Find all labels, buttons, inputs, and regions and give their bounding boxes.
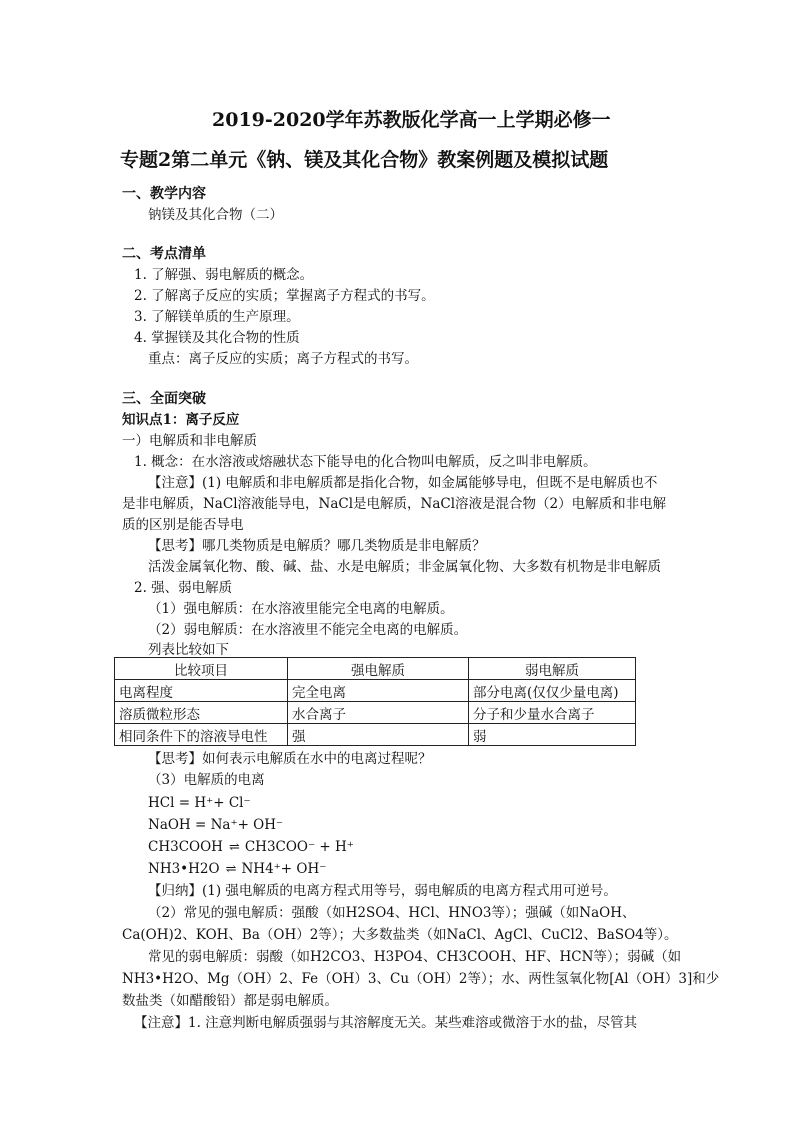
table-row [115, 680, 636, 702]
table-cell: 分子和少量水合离子 [469, 702, 636, 724]
summary-line: Ca(OH)2、KOH、Ba（OH）2等）；大多数盐类（如NaCl、AgCl、CuCl2、BaSO4等）。 [122, 927, 678, 943]
weak-electrolyte-line: 数盐类（如醋酸铅）都是弱电解质。 [122, 993, 338, 1009]
title-line-1: 2019-2020学年苏教版化学高一上学期必修一 [212, 109, 611, 131]
equation-hcl: HCl = H⁺+ Cl⁻ [148, 795, 251, 811]
note-line: 是非电解质，NaCl溶液能导电，NaCl是电解质，NaCl溶液是混合物（2）电解质和非电解 [122, 496, 667, 512]
table-row [115, 702, 636, 724]
equation-left: NH3•H2O [148, 861, 220, 877]
table-cell: 相同条件下的溶液导电性 [115, 724, 288, 746]
table-intro: 列表比较如下 [148, 642, 229, 658]
section-3-heading: 三、全面突破 [122, 391, 206, 407]
comparison-table [114, 657, 636, 746]
weak-electrolyte-line: NH3•H2O、Mg（OH）2、Fe（OH）3、Cu（OH）2等）；水、两性氢氧化物[Al（OH）3]和少 [122, 971, 720, 987]
concept-text: 1. 概念：在水溶液或熔融状态下能导电的化合物叫电解质，反之叫非电解质。 [134, 454, 597, 470]
section-2-heading: 二、考点清单 [122, 246, 206, 262]
equation-ammonia [148, 860, 326, 879]
list-item: 3. 了解镁单质的生产原理。 [134, 309, 300, 325]
section-1-heading: 一、教学内容 [122, 186, 206, 202]
note-line: 【注意】1. 注意判断电解质强弱与其溶解度无关。某些难溶或微溶于水的盐，尽管其 [134, 1015, 638, 1031]
equation-naoh: NaOH = Na⁺+ OH⁻ [148, 817, 284, 833]
subsection-heading: （3）电解质的电离 [148, 772, 265, 788]
list-item: 4. 掌握镁及其化合物的性质 [134, 330, 300, 346]
list-item: 1. 了解强、弱电解质的概念。 [134, 267, 314, 283]
table-cell: 水合离子 [288, 702, 469, 724]
summary-line: （2）常见的强电解质：强酸（如H2SO4、HCl、HNO3等）；强碱（如NaOH、 [148, 905, 636, 921]
table-cell: 电离程度 [115, 680, 288, 702]
reversible-arrow-icon: ⇌ [225, 862, 236, 877]
table-cell: 弱 [469, 724, 636, 746]
table-cell: 部分电离(仅仅少量电离) [469, 680, 636, 702]
definition-text: （2）弱电解质：在水溶液里不能完全电离的电解质。 [148, 622, 468, 638]
section-1-text: 钠镁及其化合物（二） [148, 207, 283, 223]
think-question: 【思考】如何表示电解质在水中的电离过程呢？ [148, 751, 432, 767]
table-cell: 溶质微粒形态 [115, 702, 288, 724]
table-row [115, 724, 636, 746]
reversible-arrow-icon: ⇌ [228, 840, 239, 855]
equation-right: NH4⁺+ OH⁻ [241, 861, 327, 877]
equation-left: CH3COOH [148, 839, 223, 855]
list-item: 2. 了解离子反应的实质；掌握离子方程式的书写。 [134, 288, 435, 304]
definition-text: （1）强电解质：在水溶液里能完全电离的电解质。 [148, 601, 454, 617]
table-header-cell: 比较项目 [115, 658, 288, 680]
note-line: 质的区别是能否导电 [122, 517, 244, 533]
title-line-2: 专题2第二单元《钠、镁及其化合物》教案例题及模拟试题 [120, 149, 609, 171]
equation-right: CH3COO⁻ + H⁺ [244, 839, 354, 855]
subsection-heading: 一）电解质和非电解质 [122, 433, 257, 449]
think-question: 【思考】哪几类物质是电解质？哪几类物质是非电解质？ [148, 538, 486, 554]
table-cell: 强 [288, 724, 469, 746]
table-header-row [115, 658, 636, 680]
equation-acetic-acid [148, 838, 354, 857]
knowledge-point-1: 知识点1：离子反应 [122, 412, 240, 428]
weak-electrolyte-line: 常见的弱电解质：弱酸（如H2CO3、H3PO4、CH3COOH、HF、HCN等）；弱碱（如 [148, 949, 682, 965]
subsection-heading: 2. 强、弱电解质 [134, 580, 233, 596]
table-cell: 完全电离 [288, 680, 469, 702]
table-header-cell: 弱电解质 [469, 658, 636, 680]
note-line: 【注意】(1) 电解质和非电解质都是指化合物，如金属能够导电，但既不是电解质也不 [148, 475, 658, 491]
think-answer: 活泼金属氧化物、酸、碱、盐、水是电解质；非金属氧化物、大多数有机物是非电解质 [148, 559, 661, 575]
summary-line: 【归纳】(1) 强电解质的电离方程式用等号，弱电解质的电离方程式用可逆号。 [148, 883, 617, 899]
table-header-cell: 强电解质 [288, 658, 469, 680]
key-points: 重点：离子反应的实质；离子方程式的书写。 [148, 351, 418, 367]
